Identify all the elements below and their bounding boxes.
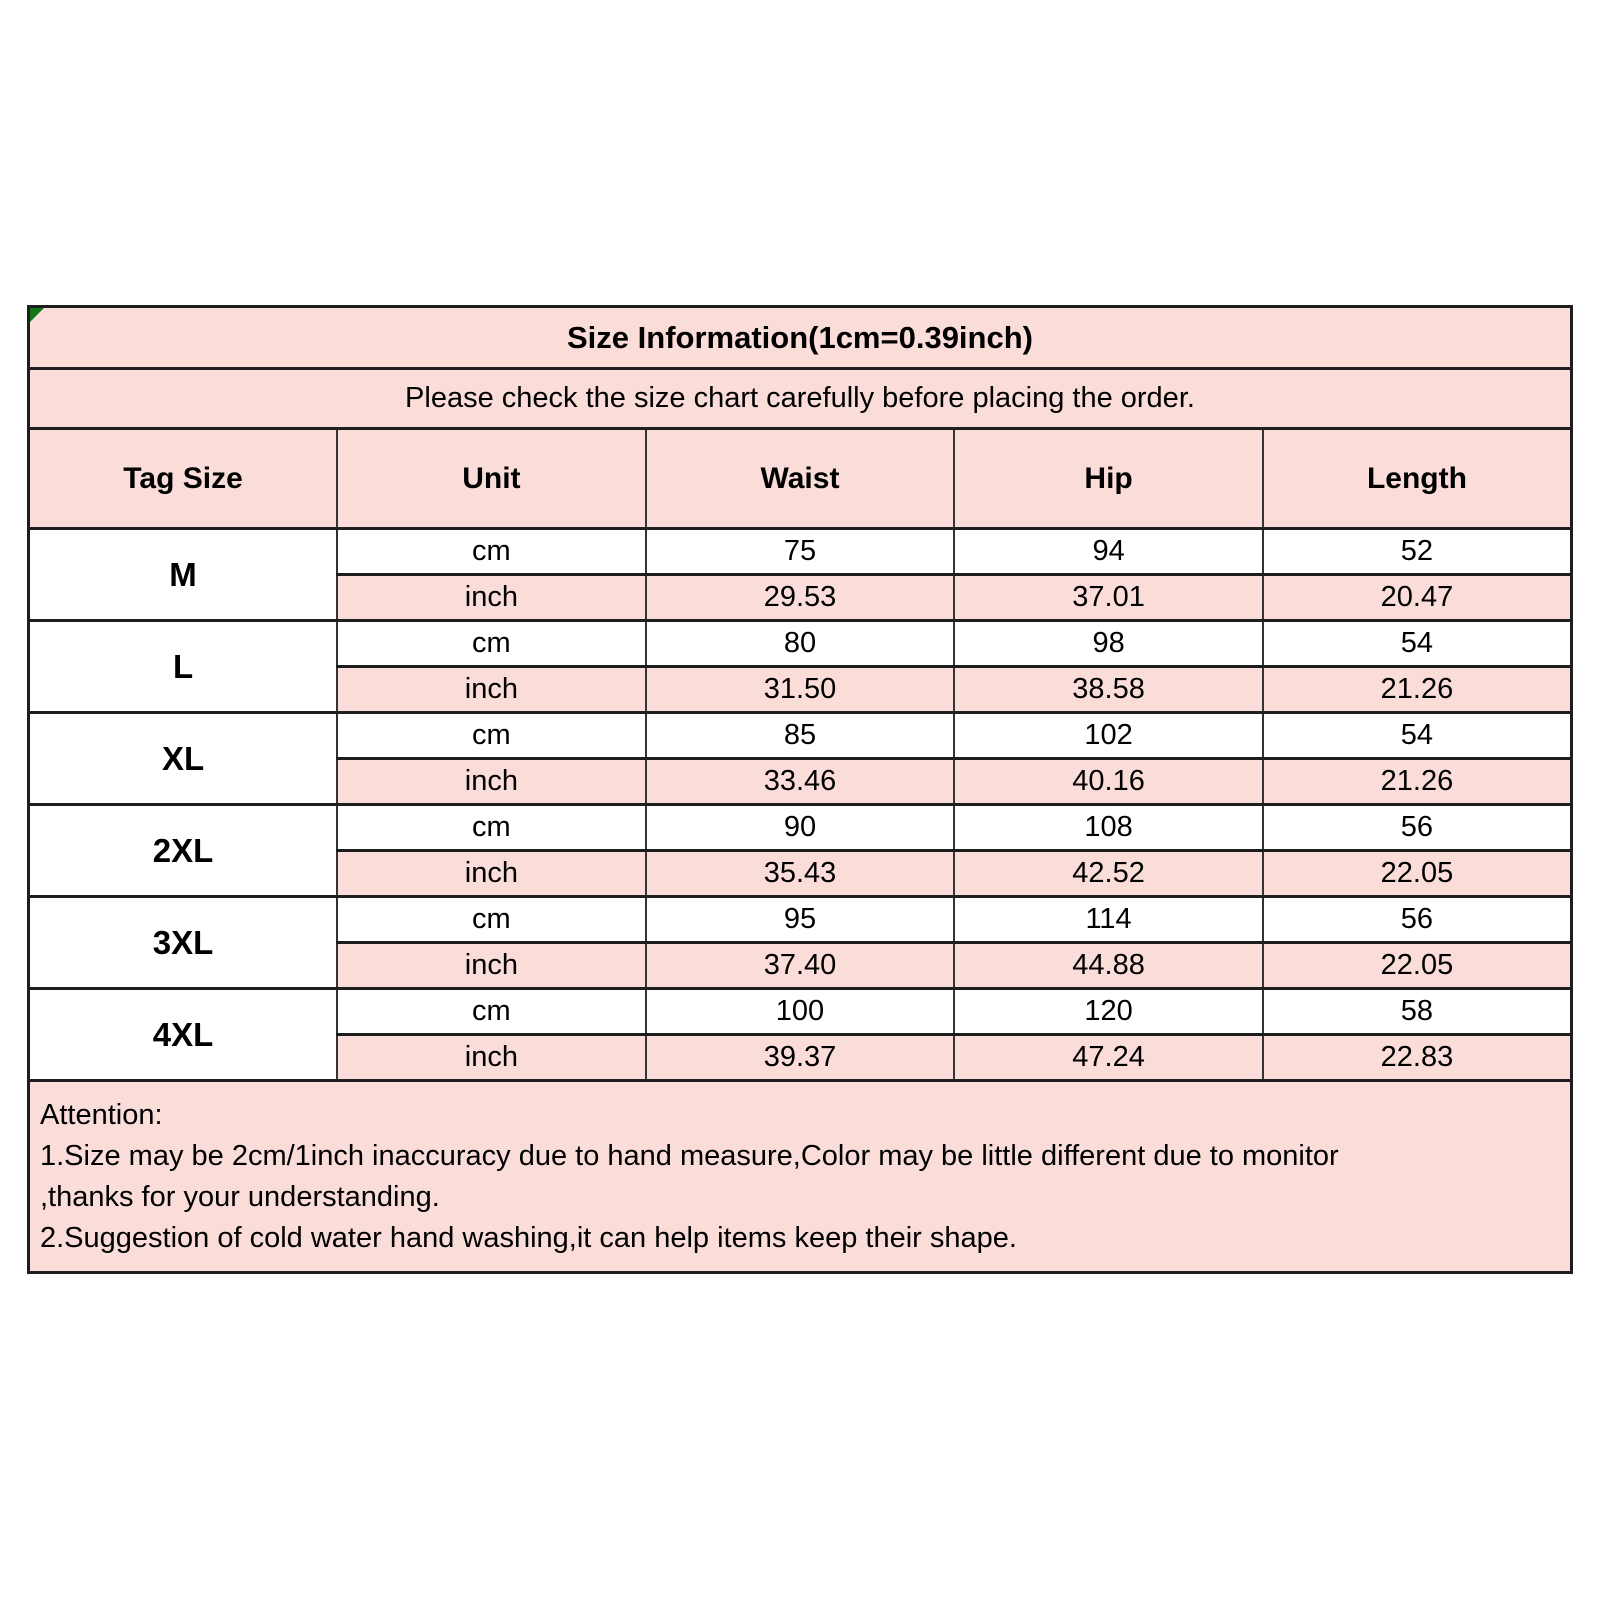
length-value: 52 bbox=[1263, 529, 1572, 575]
title-row bbox=[29, 307, 1572, 369]
size-row-4xl-cm bbox=[29, 989, 1572, 1035]
attention-line-3: 2.Suggestion of cold water hand washing,it can help items keep their shape. bbox=[40, 1221, 1017, 1254]
hip-value: 94 bbox=[954, 529, 1263, 575]
unit-cell: inch bbox=[337, 667, 646, 713]
length-value: 56 bbox=[1263, 897, 1572, 943]
attention-line-2: ,thanks for your understanding. bbox=[40, 1180, 440, 1213]
column-header-hip: Hip bbox=[954, 429, 1263, 529]
attention-heading: Attention: bbox=[40, 1098, 163, 1131]
unit-cell: cm bbox=[337, 989, 646, 1035]
tag-size-cell: L bbox=[29, 621, 338, 713]
hip-value: 114 bbox=[954, 897, 1263, 943]
hip-value: 38.58 bbox=[954, 667, 1263, 713]
waist-value: 39.37 bbox=[646, 1035, 955, 1081]
unit-cell: cm bbox=[337, 529, 646, 575]
unit-cell: cm bbox=[337, 897, 646, 943]
corner-marker-triangle-icon bbox=[30, 308, 44, 322]
length-value: 22.83 bbox=[1263, 1035, 1572, 1081]
table-subtitle: Please check the size chart carefully before placing the order. bbox=[29, 369, 1572, 429]
unit-cell: cm bbox=[337, 621, 646, 667]
hip-value: 37.01 bbox=[954, 575, 1263, 621]
hip-value: 120 bbox=[954, 989, 1263, 1035]
waist-value: 31.50 bbox=[646, 667, 955, 713]
length-value: 21.26 bbox=[1263, 667, 1572, 713]
length-value: 56 bbox=[1263, 805, 1572, 851]
hip-value: 40.16 bbox=[954, 759, 1263, 805]
hip-value: 102 bbox=[954, 713, 1263, 759]
size-row-3xl-cm bbox=[29, 897, 1572, 943]
attention-row bbox=[29, 1081, 1572, 1273]
unit-cell: inch bbox=[337, 1035, 646, 1081]
tag-size-cell: 3XL bbox=[29, 897, 338, 989]
column-header-tag-size: Tag Size bbox=[29, 429, 338, 529]
length-value: 54 bbox=[1263, 621, 1572, 667]
length-value: 58 bbox=[1263, 989, 1572, 1035]
unit-cell: inch bbox=[337, 759, 646, 805]
length-value: 54 bbox=[1263, 713, 1572, 759]
hip-value: 44.88 bbox=[954, 943, 1263, 989]
header-row bbox=[29, 429, 1572, 529]
size-row-2xl-cm bbox=[29, 805, 1572, 851]
column-header-unit: Unit bbox=[337, 429, 646, 529]
hip-value: 47.24 bbox=[954, 1035, 1263, 1081]
tag-size-cell: M bbox=[29, 529, 338, 621]
hip-value: 108 bbox=[954, 805, 1263, 851]
waist-value: 100 bbox=[646, 989, 955, 1035]
tag-size-cell: 4XL bbox=[29, 989, 338, 1081]
length-value: 22.05 bbox=[1263, 943, 1572, 989]
tag-size-cell: XL bbox=[29, 713, 338, 805]
size-row-l-cm bbox=[29, 621, 1572, 667]
length-value: 21.26 bbox=[1263, 759, 1572, 805]
length-value: 22.05 bbox=[1263, 851, 1572, 897]
table-title: Size Information(1cm=0.39inch) bbox=[29, 307, 1572, 369]
waist-value: 35.43 bbox=[646, 851, 955, 897]
waist-value: 85 bbox=[646, 713, 955, 759]
attention-line-1: 1.Size may be 2cm/1inch inaccuracy due to hand measure,Color may be little different due to monitor bbox=[40, 1139, 1339, 1172]
hip-value: 98 bbox=[954, 621, 1263, 667]
unit-cell: cm bbox=[337, 713, 646, 759]
waist-value: 90 bbox=[646, 805, 955, 851]
unit-cell: inch bbox=[337, 575, 646, 621]
column-header-waist: Waist bbox=[646, 429, 955, 529]
size-table bbox=[27, 305, 1573, 1274]
tag-size-cell: 2XL bbox=[29, 805, 338, 897]
unit-cell: inch bbox=[337, 851, 646, 897]
waist-value: 29.53 bbox=[646, 575, 955, 621]
waist-value: 33.46 bbox=[646, 759, 955, 805]
size-row-m-cm bbox=[29, 529, 1572, 575]
subtitle-row bbox=[29, 369, 1572, 429]
waist-value: 80 bbox=[646, 621, 955, 667]
waist-value: 75 bbox=[646, 529, 955, 575]
size-row-xl-cm bbox=[29, 713, 1572, 759]
unit-cell: cm bbox=[337, 805, 646, 851]
waist-value: 37.40 bbox=[646, 943, 955, 989]
hip-value: 42.52 bbox=[954, 851, 1263, 897]
attention-note bbox=[29, 1081, 1572, 1273]
column-header-length: Length bbox=[1263, 429, 1572, 529]
length-value: 20.47 bbox=[1263, 575, 1572, 621]
size-chart-table bbox=[27, 305, 1573, 1274]
unit-cell: inch bbox=[337, 943, 646, 989]
waist-value: 95 bbox=[646, 897, 955, 943]
